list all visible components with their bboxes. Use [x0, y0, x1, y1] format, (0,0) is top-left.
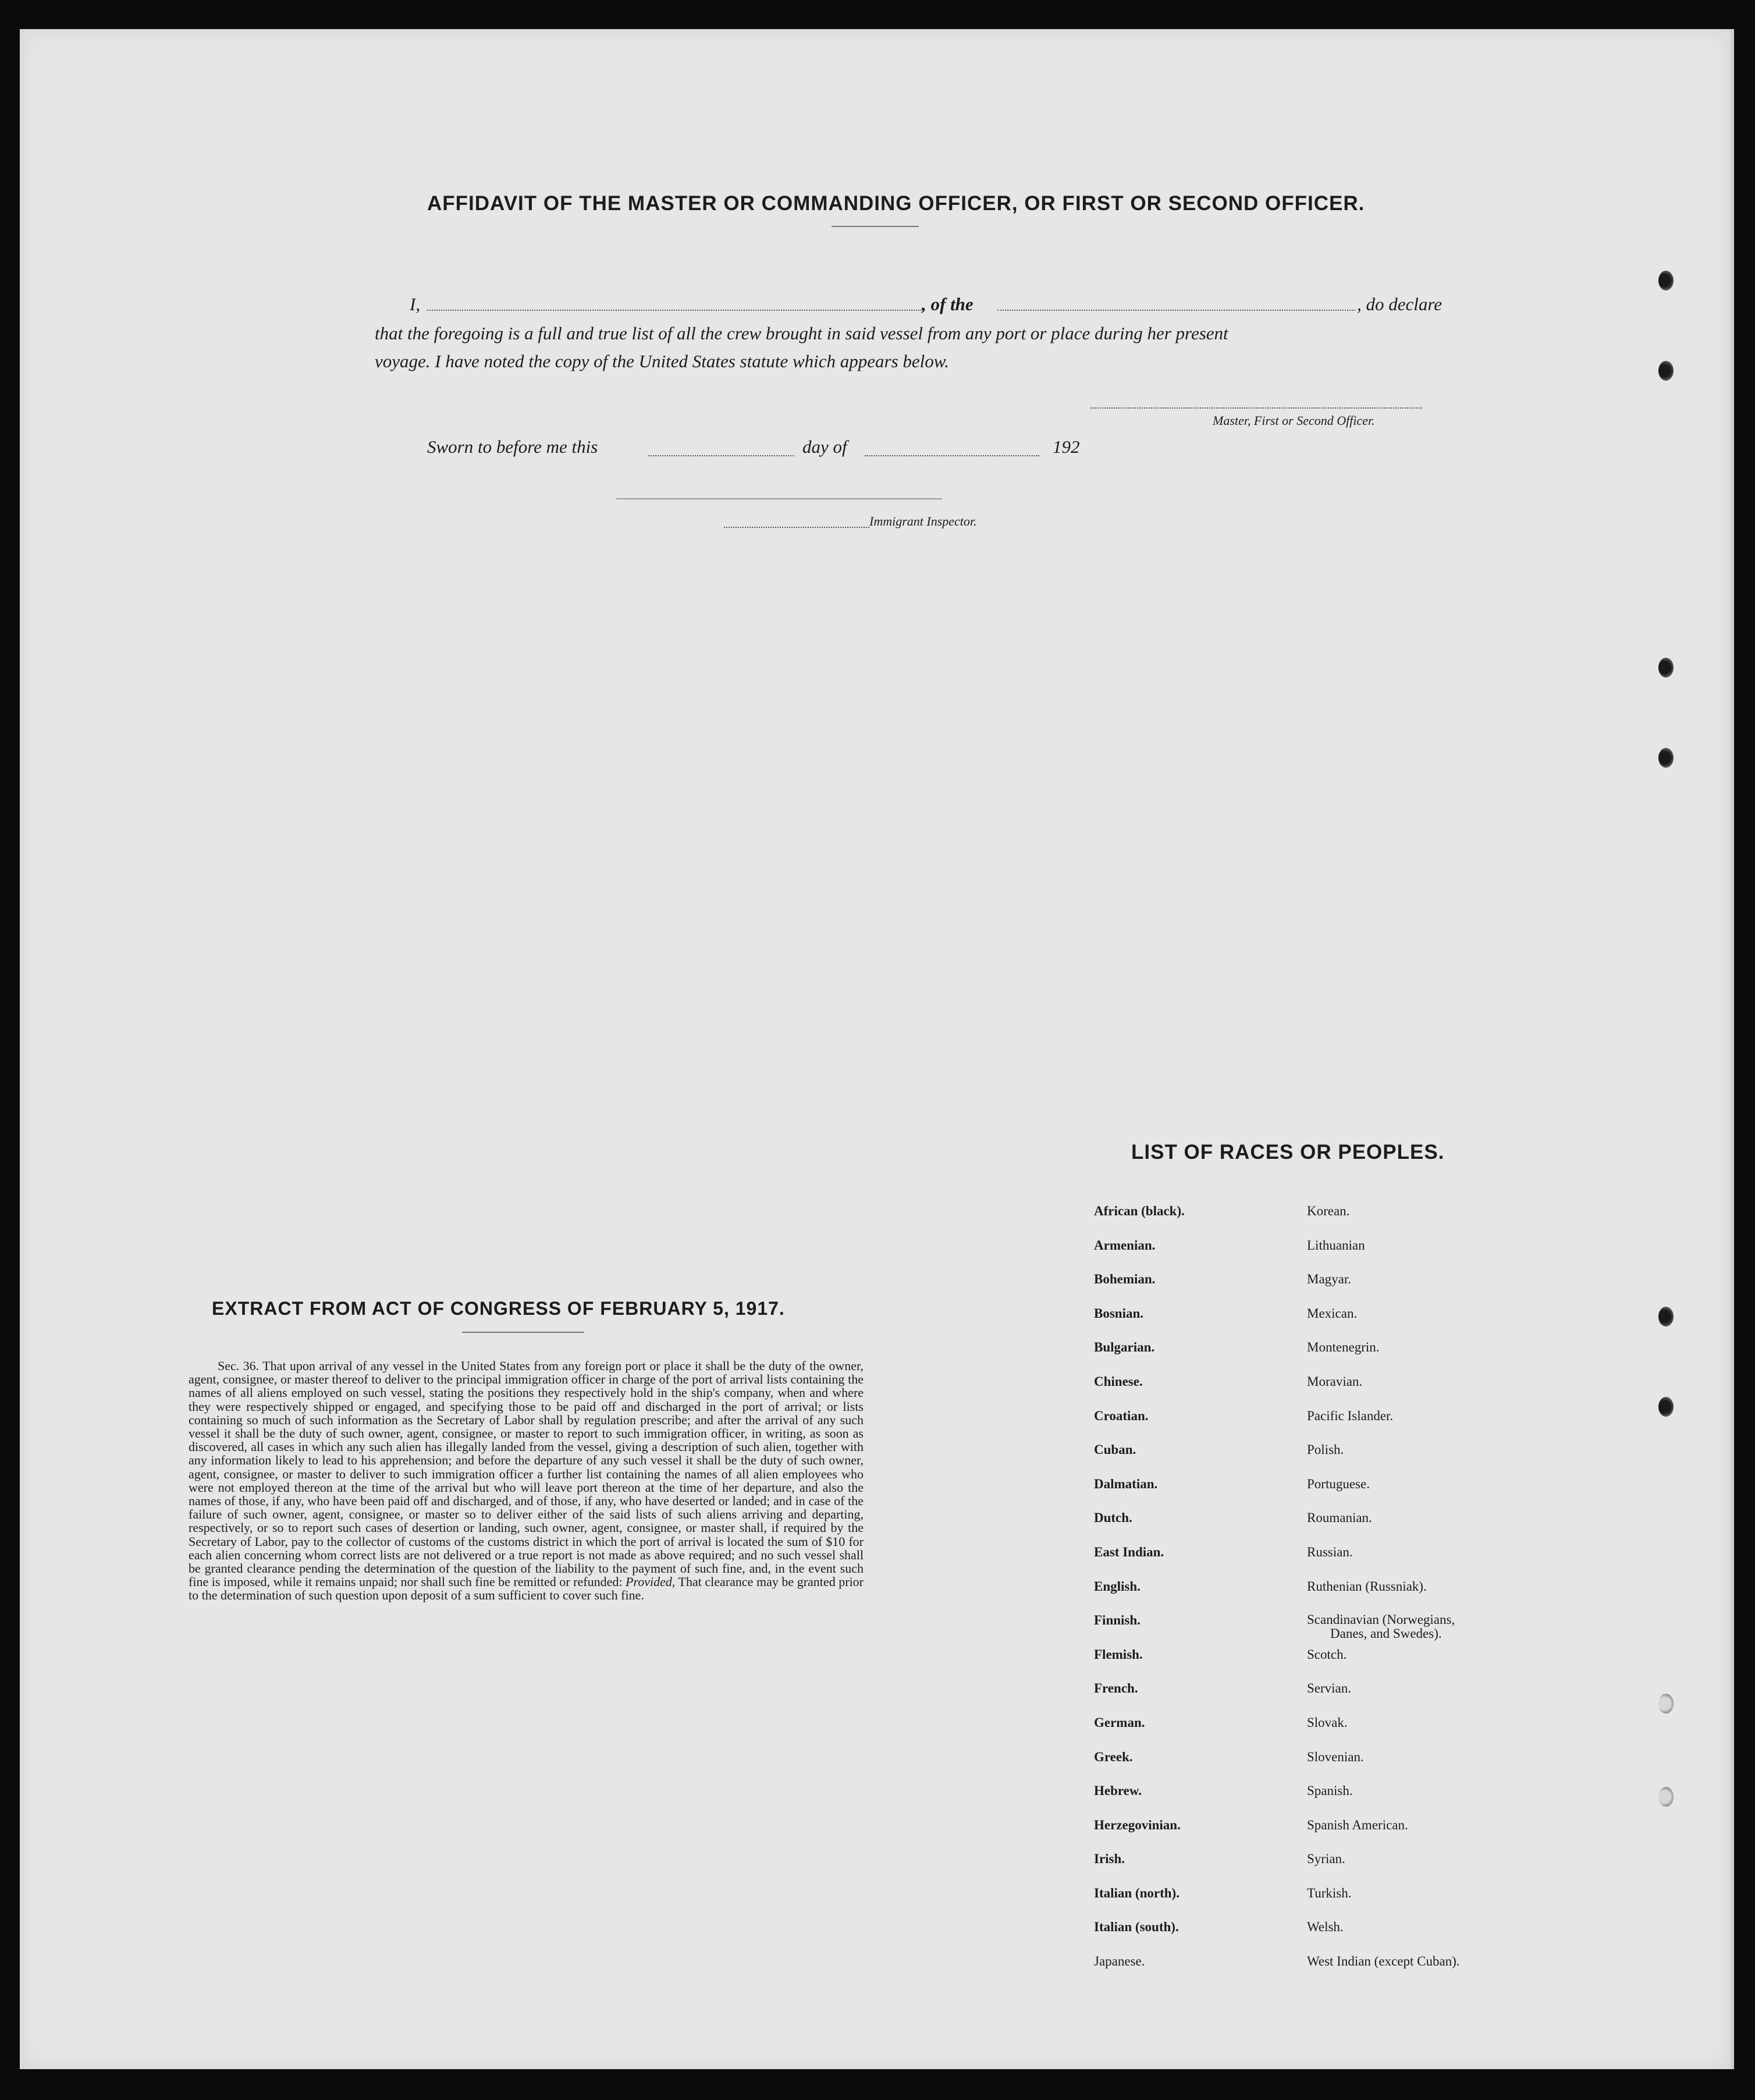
race-item: Finnish. — [1094, 1613, 1141, 1628]
binder-hole — [1658, 361, 1674, 381]
race-item: Montenegrin. — [1307, 1340, 1380, 1355]
race-item: Moravian. — [1307, 1374, 1363, 1389]
title-underline — [832, 226, 919, 227]
binder-hole — [1658, 271, 1674, 290]
extract-underline — [462, 1332, 584, 1333]
affidavit-of-the: , of the — [922, 294, 974, 314]
affidavit-i: I, — [410, 294, 421, 314]
name-blank — [427, 310, 922, 311]
race-item: Scandinavian (Norwegians, — [1307, 1612, 1455, 1627]
signature-caption: Master, First or Second Officer. — [1213, 413, 1375, 428]
race-item: German. — [1094, 1715, 1145, 1730]
extract-provided: Provided, — [626, 1574, 676, 1590]
sworn-text: Sworn to before me this — [427, 437, 598, 457]
extract-end-text: That clearance may be granted prior to the determination of such question upon deposit of a sum sufficient to cover such fine. — [189, 1574, 864, 1603]
races-title: LIST OF RACES OR PEOPLES. — [1131, 1141, 1445, 1163]
binder-hole — [1658, 658, 1674, 677]
race-item: Japanese. — [1094, 1954, 1145, 1969]
sworn-day-blank — [648, 455, 794, 456]
race-item: Servian. — [1307, 1681, 1352, 1696]
race-item: Slovenian. — [1307, 1749, 1364, 1764]
race-item: Scotch. — [1307, 1647, 1347, 1662]
race-item: Irish. — [1094, 1851, 1125, 1867]
race-item: Ruthenian (Russniak). — [1307, 1578, 1427, 1594]
race-item: African (black). — [1094, 1204, 1185, 1218]
race-item: Hebrew. — [1094, 1783, 1142, 1799]
race-item: Polish. — [1307, 1442, 1344, 1457]
race-item: Spanish American. — [1307, 1817, 1408, 1832]
affidavit-line-2: that the foregoing is a full and true list of all the crew brought in said vessel from any port or place during her present — [375, 323, 1228, 343]
inspector-caption: Immigrant Inspector. — [869, 514, 977, 528]
binder-hole — [1658, 748, 1674, 768]
race-item: Chinese. — [1094, 1374, 1143, 1389]
inspector-dotted-line — [724, 527, 869, 528]
race-item: Dalmatian. — [1094, 1476, 1158, 1491]
race-item: Pacific Islander. — [1307, 1408, 1394, 1423]
race-item: West Indian (except Cuban). — [1307, 1954, 1460, 1969]
race-item: Korean. — [1307, 1204, 1350, 1218]
signature-line — [1090, 407, 1422, 409]
race-item: Spanish. — [1307, 1783, 1353, 1799]
race-item: Bohemian. — [1094, 1272, 1156, 1287]
race-item: Armenian. — [1094, 1237, 1156, 1253]
binder-hole — [1658, 1307, 1674, 1326]
affidavit-line-3: voyage. I have noted the copy of the United States statute which appears below. — [375, 351, 949, 371]
race-item: Italian (north). — [1094, 1885, 1180, 1900]
race-item: Lithuanian — [1307, 1237, 1365, 1253]
race-item: Greek. — [1094, 1749, 1133, 1764]
binder-hole — [1658, 1694, 1674, 1714]
races-left-column — [1094, 1204, 1185, 1988]
vessel-blank — [997, 310, 1355, 311]
race-item: Slovak. — [1307, 1715, 1348, 1730]
inspector-signature-line — [616, 498, 942, 499]
extract-body — [189, 1359, 864, 1602]
race-item: English. — [1094, 1578, 1141, 1594]
race-item: Syrian. — [1307, 1851, 1345, 1867]
race-item: Italian (south). — [1094, 1920, 1179, 1935]
race-item: Dutch. — [1094, 1510, 1132, 1526]
race-item: Cuban. — [1094, 1442, 1136, 1457]
race-item: Magyar. — [1307, 1272, 1352, 1287]
race-item: Croatian. — [1094, 1408, 1149, 1423]
race-item: Roumanian. — [1307, 1510, 1372, 1526]
races-right-column — [1307, 1204, 1460, 1988]
race-item: Russian. — [1307, 1544, 1353, 1559]
race-item-continuation: Danes, and Swedes). — [1330, 1626, 1442, 1641]
binder-hole — [1658, 1397, 1674, 1417]
race-item-scandinavian — [1307, 1613, 1460, 1647]
race-item: French. — [1094, 1681, 1138, 1696]
race-item: Bosnian. — [1094, 1306, 1144, 1321]
race-item: Flemish. — [1094, 1647, 1143, 1662]
sworn-month-blank — [865, 455, 1039, 456]
race-item: Turkish. — [1307, 1885, 1352, 1900]
document-page — [20, 29, 1734, 2069]
affidavit-title: AFFIDAVIT OF THE MASTER OR COMMANDING OFFICER, OR FIRST OR SECOND OFFICER. — [427, 192, 1365, 215]
year-prefix: 192 — [1053, 437, 1080, 457]
race-item: East Indian. — [1094, 1544, 1164, 1559]
race-item: Bulgarian. — [1094, 1340, 1155, 1355]
race-item: Portuguese. — [1307, 1476, 1370, 1491]
day-of: day of — [802, 437, 847, 457]
race-item: Mexican. — [1307, 1306, 1358, 1321]
binder-hole — [1658, 1787, 1674, 1807]
affidavit-declare: , do declare — [1357, 294, 1443, 314]
race-item: Welsh. — [1307, 1920, 1344, 1935]
race-item: Herzegovinian. — [1094, 1817, 1181, 1832]
extract-main-text: Sec. 36. That upon arrival of any vessel in the United States from any foreign port or place it shall be the duty of the owner, agent, consignee, or master thereof to deliver to the principal immigration officer in charge of the port of arrival lists containing the names of all aliens employed on such vessel, stating the positions they respectively hold in the ship's company, when and where they were respectively shipped or engaged, and specifying those to be paid off and discharged in the port of arrival; or lists containing so much of such information as the Secretary of Labor shall by regulation prescribe; and after the arrival of any such vessel it shall be the duty of such owner, agent, consignee, or master to report to such immigration officer, in writing, as soon as discovered, all cases in which any such alien has illegally landed from the vessel, giving a description of such alien, together with any information likely to lead to his apprehension; and before the departure of any such vessel it shall be the duty of such owner, agent, consignee, or master to deliver to such immigration officer a further list containing the names of all alien employees who were not employed thereon at the time of the arrival but who will leave port thereon at the time of her departure, and also the names of those, if any, who have been paid off and discharged, and of those, if any, who have deserted or landed; and in case of the failure of such owner, agent, consignee, or master so to deliver either of the said lists of such aliens arriving and departing, respectively, or so to report such cases of desertion or landing, such owner, agent, consignee, or master shall, if required by the Secretary of Labor, pay to the collector of customs of the customs district in which the port of arrival is located the sum of $10 for each alien concerning whom correct lists are not delivered or a true report is not made as above required; and no such vessel shall be granted clearance pending the determination of the question of the liability to the payment of such fine, and, in the event such fine is imposed, while it remains unpaid; nor shall such fine be remitted or refunded: — [189, 1358, 864, 1590]
extract-title: EXTRACT FROM ACT OF CONGRESS OF FEBRUARY 5, 1917. — [212, 1298, 785, 1319]
